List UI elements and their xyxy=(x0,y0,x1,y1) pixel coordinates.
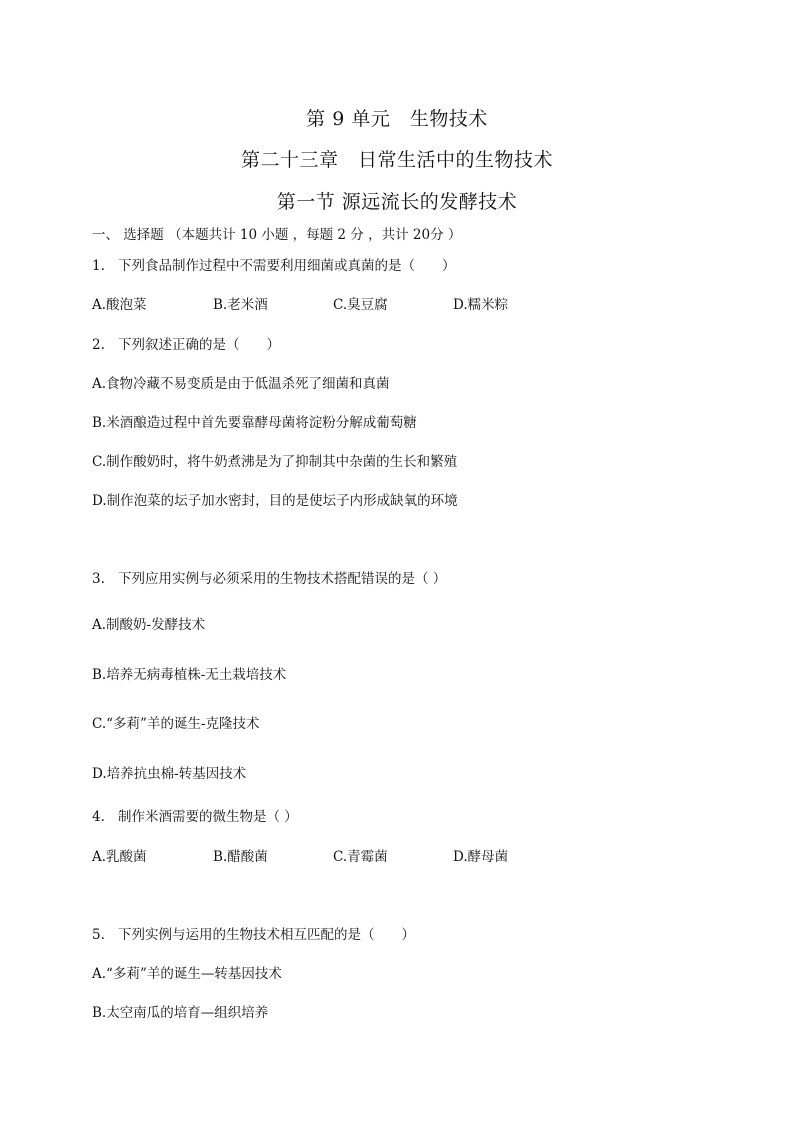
question-number: 5. xyxy=(92,927,105,943)
unit-title: 第 9 单元 生物技术 xyxy=(306,108,488,130)
q2-option-c: C.制作酸奶时，将牛奶煮沸是为了抑制其中杂菌的生长和繁殖 xyxy=(92,454,458,470)
question-2 xyxy=(92,337,280,353)
q1-option-c: C.臭豆腐 xyxy=(333,297,388,313)
question-4 xyxy=(92,809,298,825)
q4-option-d: D.酵母菌 xyxy=(453,849,509,865)
q3-option-d: D.培养抗虫棉-转基因技术 xyxy=(92,766,247,782)
chapter-title: 第二十三章 日常生活中的生物技术 xyxy=(240,149,553,171)
question-stem: 下列应用实例与必须采用的生物技术搭配错误的是（ ） xyxy=(118,571,447,587)
question-stem: 下列实例与运用的生物技术相互匹配的是（ ） xyxy=(118,927,415,943)
question-5 xyxy=(92,927,415,943)
question-number: 4. xyxy=(92,809,105,825)
q3-option-c: C.“多莉”羊的诞生-克隆技术 xyxy=(92,716,260,732)
question-stem: 下列叙述正确的是（ ） xyxy=(118,337,280,353)
q2-option-b: B.米酒酿造过程中首先要靠酵母菌将淀粉分解成葡萄糖 xyxy=(92,415,417,431)
q3-option-b: B.培养无病毒植株-无土栽培技术 xyxy=(92,667,287,683)
question-number: 3. xyxy=(92,571,105,587)
question-stem: 下列食品制作过程中不需要利用细菌或真菌的是（ ） xyxy=(118,258,456,274)
q1-option-a: A.酸泡菜 xyxy=(92,297,147,313)
q4-option-c: C.青霉菌 xyxy=(333,849,388,865)
q5-option-a: A.“多莉”羊的诞生—转基因技术 xyxy=(92,966,282,982)
q2-option-d: D.制作泡菜的坛子加水密封，目的是使坛子内形成缺氧的环境 xyxy=(92,493,458,509)
question-3 xyxy=(92,571,446,587)
q2-option-a: A.食物冷藏不易变质是由于低温杀死了细菌和真菌 xyxy=(92,376,390,392)
question-number: 2. xyxy=(92,337,105,353)
section-title: 第一节 源远流长的发酵技术 xyxy=(276,191,518,213)
section-heading: 一、 选择题 （本题共计 10 小题 ，每题 2 分 ，共计 20分 ） xyxy=(92,227,462,243)
q1-option-b: B.老米酒 xyxy=(213,297,268,313)
question-1 xyxy=(92,258,456,274)
q3-option-a: A.制酸奶-发酵技术 xyxy=(92,617,206,633)
q4-option-a: A.乳酸菌 xyxy=(92,849,147,865)
q5-option-b: B.太空南瓜的培育—组织培养 xyxy=(92,1005,269,1021)
q4-option-b: B.醋酸菌 xyxy=(213,849,268,865)
q1-option-d: D.糯米粽 xyxy=(453,297,509,313)
question-number: 1. xyxy=(92,258,105,274)
question-stem: 制作米酒需要的微生物是（ ） xyxy=(118,809,298,825)
